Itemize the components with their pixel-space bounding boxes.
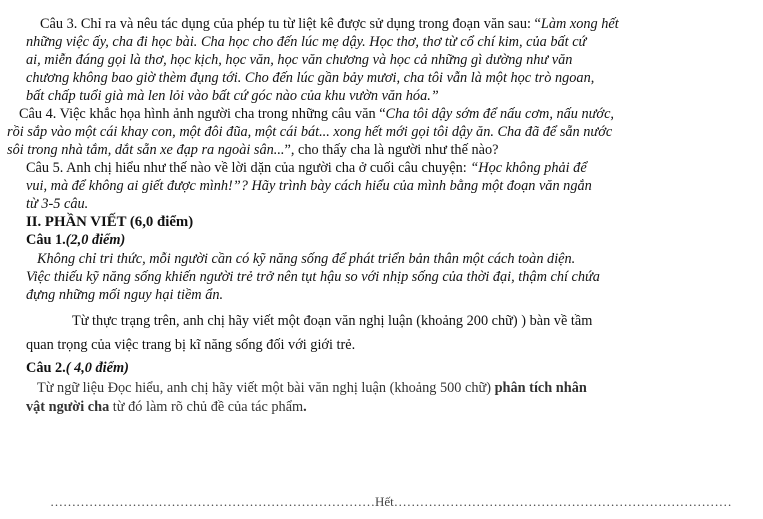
footer-end-line — [50, 493, 732, 511]
footer-end-label: Hết — [375, 494, 394, 509]
q5-line-1 — [26, 159, 587, 177]
c2-task-1 — [37, 379, 587, 397]
c2-task-bold: phân tích nhân — [494, 380, 587, 396]
c1-prompt-3: đựng những mối nguy hại tiềm ẩn. — [26, 287, 224, 303]
section-heading: II. PHẦN VIẾT (6,0 điểm) — [26, 214, 194, 230]
q4-quote-end: sôi trong nhà tắm, dắt sẵn xe đạp ra ngoài sân... — [7, 142, 285, 158]
c2-heading — [26, 359, 129, 377]
q5-quote-start: “Học không phải để — [470, 160, 587, 176]
q4-line-3 — [7, 141, 499, 159]
q4-lead: Câu 4. Việc khắc họa hình ảnh người cha trong những câu văn “ — [19, 106, 386, 122]
c1-prompt-2: Việc thiếu kỹ năng sống khiến người trẻ trở nên tụt hậu so với nhịp sống của thời đại, thậm chí chứa — [26, 269, 600, 285]
q3-line-1 — [40, 15, 619, 33]
c2-task-text: Từ ngữ liệu Đọc hiểu, anh chị hãy viết một bài văn nghị luận (khoảng 500 chữ) — [37, 380, 495, 396]
q4-quote-start: Cha tôi dậy sớm để nấu cơm, nấu nước, — [385, 106, 614, 122]
q3-line-4: chương không bao giờ thèm đụng tới. Cho đến lúc gần bảy mươi, cha tôi vẫn là một học trò ngoan, — [26, 70, 595, 86]
c2-task-text-2: từ đó làm rõ chủ đề của tác phẩm — [109, 399, 304, 415]
c1-prompt-1: Không chỉ tri thức, mỗi người cần có kỹ năng sống để phát triển bản thân một cách toàn diện. — [37, 251, 576, 267]
q3-quote-start: Làm xong hết — [540, 16, 619, 32]
q3-line-5: bất chấp tuổi già mà len lỏi vào bất cứ góc nào của khu vườn văn hóa.” — [26, 88, 439, 104]
q4-line-1 — [19, 105, 614, 123]
c1-points: (2,0 điểm) — [65, 232, 126, 248]
c2-task-2 — [26, 398, 307, 416]
q3-line-2: những việc ấy, cha đi học bài. Cha học cho đến lúc mẹ dậy. Học thơ, thơ từ cổ chí kim, của bất cứ — [26, 34, 587, 50]
c1-heading — [26, 231, 125, 249]
q5-line-2: vui, mà để không ai giết được mình!”? Hãy trình bày cách hiểu của mình bằng một đoạn văn ngắn — [26, 178, 592, 194]
footer-dots-left: ………………………………………………………………… — [50, 494, 375, 509]
q3-line-3: ai, miễn đáng gọi là thơ, học kịch, học văn, học văn chương và học cả những gì dường như văn — [26, 52, 573, 68]
c2-task-period: . — [303, 399, 307, 415]
c1-label: Câu 1. — [26, 232, 66, 248]
c2-label: Câu 2. — [26, 360, 66, 376]
footer-dots-right: …………………………………………………………………… — [393, 494, 732, 509]
q4-question: ”, cho thấy cha là người như thế nào? — [284, 142, 499, 158]
q5-lead: Câu 5. Anh chị hiểu như thế nào về lời dặn của người cha ở cuối câu chuyện: — [26, 160, 471, 176]
q3-lead: Câu 3. Chỉ ra và nêu tác dụng của phép tu từ liệt kê được sử dụng trong đoạn văn sau: “ — [40, 16, 541, 32]
q5-line-3: từ 3-5 câu. — [26, 196, 89, 212]
q4-line-2: rồi sắp vào một cái khay con, một đôi đũa, một cái bát... xong hết mới gọi tôi dậy ăn. Cha đã để sẵn nước — [7, 124, 613, 140]
c1-task-1: Từ thực trạng trên, anh chị hãy viết một đoạn văn nghị luận (khoảng 200 chữ) ) bàn về tầm — [72, 313, 593, 329]
c2-points: ( 4,0 điểm) — [65, 360, 129, 376]
c1-task-2: quan trọng của việc trang bị kĩ năng sống đối với giới trẻ. — [26, 337, 356, 353]
c2-task-bold-2: vật người cha — [26, 399, 110, 415]
